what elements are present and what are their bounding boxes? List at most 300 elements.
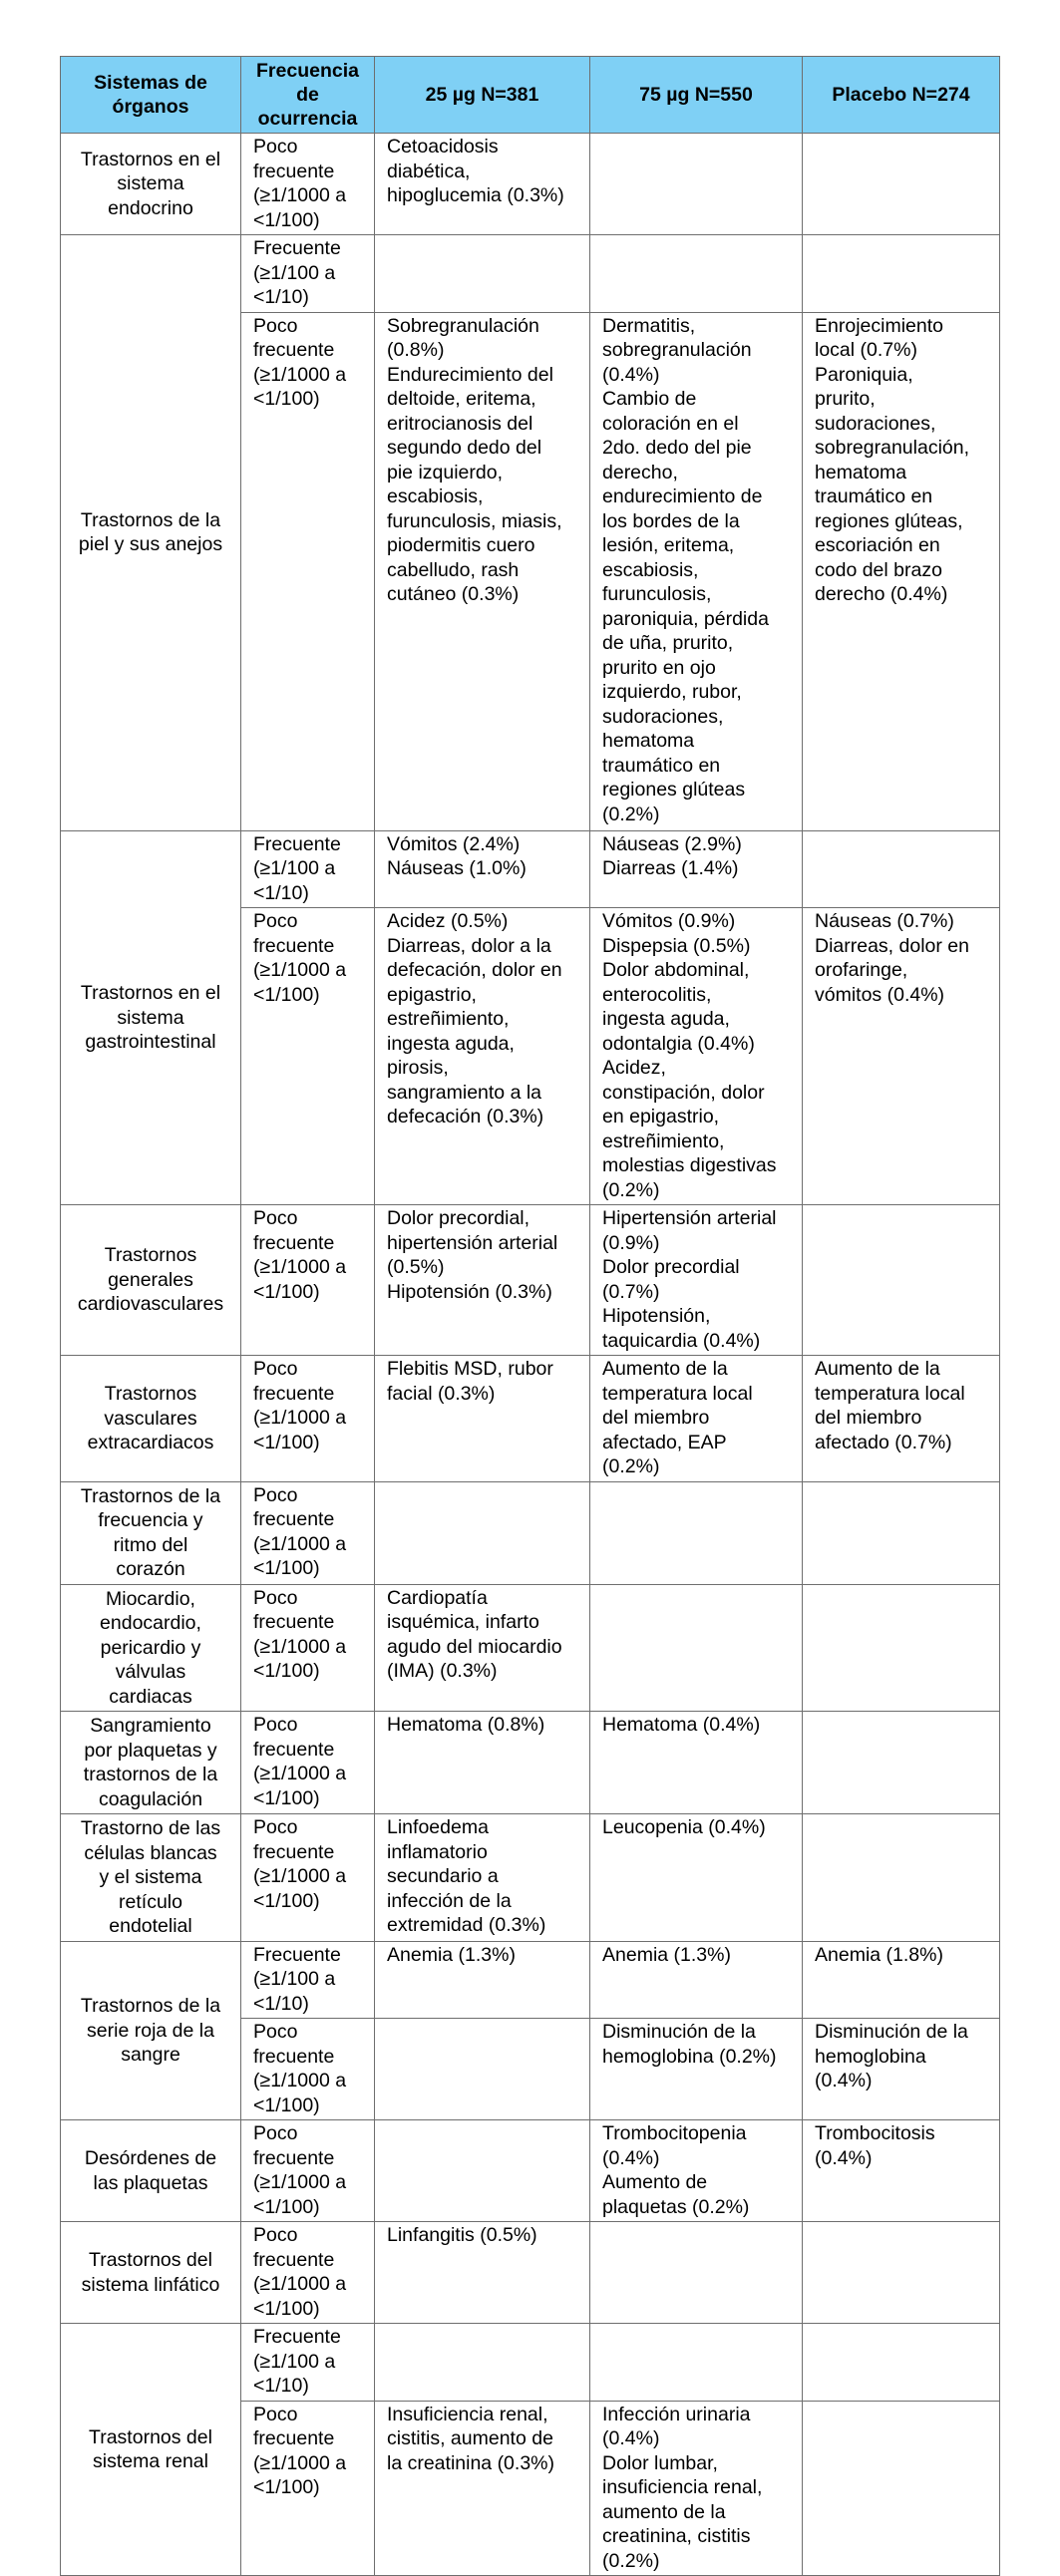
cell-line: sudoraciones, bbox=[815, 412, 936, 435]
cell-line: cutáneo (0.3%) bbox=[387, 583, 520, 605]
cell-line: (0.2%) bbox=[602, 803, 660, 825]
system-line: endocrino bbox=[108, 196, 193, 219]
cell-line: codo del brazo bbox=[815, 558, 942, 581]
cell-line: afectado, EAP bbox=[602, 1431, 727, 1453]
cell-line: Dermatitis, bbox=[602, 314, 696, 337]
cell-line: Poco bbox=[253, 314, 298, 337]
cell-line: furunculosis, bbox=[602, 583, 712, 605]
cell-line: Diarreas, dolor a la bbox=[387, 934, 551, 957]
system-cell bbox=[61, 2222, 241, 2324]
header-line: N=274 bbox=[911, 84, 970, 106]
cell-line: <1/100) bbox=[253, 208, 320, 231]
dose-75-cell bbox=[590, 312, 803, 830]
cell-line: frecuente bbox=[253, 2146, 335, 2169]
placebo-cell bbox=[803, 2222, 1000, 2324]
table-row bbox=[61, 2324, 1000, 2402]
cell-line: en epigastrio, bbox=[602, 1106, 720, 1127]
cell-line: Frecuente bbox=[253, 1943, 341, 1966]
cell-line: enterocolitis, bbox=[602, 983, 712, 1006]
system-line: Trastornos en el bbox=[80, 148, 221, 170]
table-body bbox=[61, 134, 1000, 2576]
system-line: generales bbox=[108, 1268, 193, 1291]
cell-line: izquierdo, rubor, bbox=[602, 681, 742, 703]
system-line: válvulas bbox=[115, 1661, 186, 1683]
cell-line: Poco bbox=[253, 2021, 298, 2043]
cell-line: creatinina, cistitis bbox=[602, 2525, 751, 2547]
cell-line: Cetoacidosis bbox=[387, 136, 499, 158]
system-line: células blancas bbox=[84, 1841, 217, 1864]
frequency-cell bbox=[241, 830, 375, 908]
frequency-cell bbox=[241, 1356, 375, 1482]
dose-25-cell bbox=[375, 1814, 590, 1942]
system-line: cardiacas bbox=[109, 1685, 192, 1708]
dose-75-cell bbox=[590, 1814, 803, 1942]
table-row bbox=[61, 1481, 1000, 1584]
cell-line: <1/100) bbox=[253, 1660, 320, 1682]
cell-line: (≥1/1000 a bbox=[253, 2171, 347, 2193]
cell-line: hemoglobina bbox=[815, 2045, 926, 2068]
cell-line: Enrojecimiento bbox=[815, 314, 943, 337]
frequency-cell bbox=[241, 1941, 375, 2019]
header-line: de bbox=[296, 84, 319, 106]
cell-line: Insuficiencia renal, bbox=[387, 2403, 548, 2425]
cell-line: ingesta aguda, bbox=[387, 1032, 515, 1055]
cell-line: Frecuente bbox=[253, 832, 341, 855]
cell-line: traumático en bbox=[602, 754, 721, 777]
cell-line: <1/10) bbox=[253, 286, 309, 308]
cell-line: Dolor abdominal, bbox=[602, 959, 750, 981]
system-line: y el sistema bbox=[99, 1866, 202, 1888]
table-row bbox=[61, 134, 1000, 235]
cell-line: endurecimiento de bbox=[602, 485, 763, 507]
dose-25-cell bbox=[375, 2120, 590, 2222]
system-cell bbox=[61, 2324, 241, 2576]
system-line: Trastornos en el bbox=[80, 982, 221, 1004]
cell-line: prurito, bbox=[815, 388, 876, 410]
dose-75-cell bbox=[590, 830, 803, 908]
placebo-cell bbox=[803, 134, 1000, 235]
system-cell bbox=[61, 1941, 241, 2120]
dose-25-cell bbox=[375, 1941, 590, 2019]
dose-25-cell bbox=[375, 908, 590, 1205]
system-cell bbox=[61, 1814, 241, 1942]
placebo-cell bbox=[803, 2324, 1000, 2402]
cell-line: (≥1/100 a bbox=[253, 1968, 336, 1990]
frequency-cell bbox=[241, 2401, 375, 2576]
cell-line: eritrocianosis del bbox=[387, 412, 533, 435]
cell-line: 2do. dedo del pie bbox=[602, 437, 752, 459]
placebo-cell bbox=[803, 1712, 1000, 1814]
cell-line: <1/100) bbox=[253, 1557, 320, 1579]
cell-line: cabelludo, rash bbox=[387, 558, 520, 581]
cell-line: isquémica, infarto bbox=[387, 1611, 539, 1633]
dose-75-cell bbox=[590, 1941, 803, 2019]
header-line: órganos bbox=[112, 96, 189, 118]
cell-line: Dolor precordial, bbox=[387, 1207, 530, 1229]
dose-75-cell bbox=[590, 2222, 803, 2324]
header-line: Placebo bbox=[832, 84, 907, 106]
cell-line: <1/10) bbox=[253, 1992, 309, 2015]
cell-line: Anemia (1.8%) bbox=[815, 1943, 943, 1966]
cell-line: Poco bbox=[253, 136, 298, 158]
frequency-cell bbox=[241, 2120, 375, 2222]
system-line: Miocardio, bbox=[106, 1587, 195, 1610]
system-line: Trastornos del bbox=[89, 2249, 212, 2271]
cell-line: Hipotensión, bbox=[602, 1305, 711, 1327]
cell-line: coloración en el bbox=[602, 412, 739, 435]
cell-line: Sobregranulación bbox=[387, 314, 539, 337]
frequency-cell bbox=[241, 1205, 375, 1356]
cell-line: (0.7%) bbox=[602, 1280, 660, 1303]
system-line: corazón bbox=[116, 1558, 185, 1580]
cell-line: Vómitos (2.4%) bbox=[387, 832, 521, 855]
cell-line: hipertensión arterial bbox=[387, 1231, 558, 1254]
cell-line: (≥1/1000 a bbox=[253, 1532, 347, 1555]
dose-75-cell bbox=[590, 2401, 803, 2576]
frequency-cell bbox=[241, 1481, 375, 1584]
dose-75-cell bbox=[590, 1712, 803, 1814]
dose-75-cell bbox=[590, 908, 803, 1205]
table-row bbox=[61, 1356, 1000, 1482]
cell-line: Poco bbox=[253, 1714, 298, 1736]
dose-75-cell bbox=[590, 235, 803, 313]
table-row bbox=[61, 1941, 1000, 2019]
cell-line: Poco bbox=[253, 2224, 298, 2246]
cell-line: Poco bbox=[253, 910, 298, 932]
cell-line: la creatinina (0.3%) bbox=[387, 2451, 554, 2474]
cell-line: Frecuente bbox=[253, 237, 341, 259]
cell-line: (0.2%) bbox=[602, 2549, 660, 2572]
system-line: pericardio y bbox=[100, 1636, 201, 1659]
system-line: Trastornos de la bbox=[80, 508, 221, 531]
table-row bbox=[61, 1712, 1000, 1814]
cell-line: Náuseas (1.0%) bbox=[387, 857, 527, 879]
cell-line: temperatura local bbox=[602, 1382, 753, 1405]
cell-line: <1/100) bbox=[253, 1786, 320, 1809]
cell-line: los bordes de la bbox=[602, 509, 740, 532]
system-cell bbox=[61, 1481, 241, 1584]
col-header-systems bbox=[61, 57, 241, 134]
frequency-cell bbox=[241, 2222, 375, 2324]
header-line: N=550 bbox=[694, 84, 753, 106]
cell-line: (0.4%) bbox=[815, 2070, 873, 2092]
cell-line: secundario a bbox=[387, 1865, 499, 1887]
cell-line: Anemia (1.3%) bbox=[387, 1943, 516, 1966]
cell-line: Aumento de la bbox=[815, 1358, 940, 1380]
cell-line: (≥1/1000 a bbox=[253, 1865, 347, 1887]
placebo-cell bbox=[803, 2019, 1000, 2120]
placebo-cell bbox=[803, 1814, 1000, 1942]
cell-line: afectado (0.7%) bbox=[815, 1431, 952, 1453]
system-line: cardiovasculares bbox=[77, 1293, 224, 1316]
col-header-placebo bbox=[803, 57, 1000, 134]
system-line: Trastornos bbox=[104, 1244, 197, 1267]
dose-25-cell bbox=[375, 1356, 590, 1482]
cell-line: frecuente bbox=[253, 1611, 335, 1633]
cell-line: traumático en bbox=[815, 485, 933, 507]
cell-line: Dolor precordial bbox=[602, 1256, 740, 1278]
cell-line: Poco bbox=[253, 1816, 298, 1838]
cell-line: escabiosis, bbox=[602, 558, 699, 581]
placebo-cell bbox=[803, 1941, 1000, 2019]
system-line: Trastornos del bbox=[89, 2425, 212, 2448]
table-row bbox=[61, 1205, 1000, 1356]
dose-25-cell bbox=[375, 2324, 590, 2402]
cell-line: molestias digestivas bbox=[602, 1154, 777, 1176]
dose-25-cell bbox=[375, 1205, 590, 1356]
cell-line: Hematoma (0.4%) bbox=[602, 1714, 761, 1736]
frequency-cell bbox=[241, 1712, 375, 1814]
cell-line: Poco bbox=[253, 1586, 298, 1609]
cell-line: Aumento de la bbox=[602, 1358, 728, 1380]
cell-line: frecuente bbox=[253, 2248, 335, 2271]
dose-25-cell bbox=[375, 1481, 590, 1584]
dose-75-cell bbox=[590, 2324, 803, 2402]
cell-line: hipoglucemia (0.3%) bbox=[387, 184, 564, 206]
frequency-cell bbox=[241, 235, 375, 313]
placebo-cell bbox=[803, 908, 1000, 1205]
cell-line: odontalgia (0.4%) bbox=[602, 1032, 755, 1055]
cell-line: (≥1/100 a bbox=[253, 2350, 336, 2373]
cell-line: extremidad (0.3%) bbox=[387, 1914, 546, 1936]
col-header-25ug bbox=[375, 57, 590, 134]
cell-line: Hematoma (0.8%) bbox=[387, 1714, 545, 1736]
cell-line: Endurecimiento del bbox=[387, 363, 553, 386]
cell-line: Dolor lumbar, bbox=[602, 2451, 718, 2474]
cell-line: frecuente bbox=[253, 934, 335, 957]
cell-line: facial (0.3%) bbox=[387, 1382, 496, 1405]
table-row bbox=[61, 1584, 1000, 1712]
cell-line: sudoraciones, bbox=[602, 705, 724, 728]
cell-line: paroniquia, pérdida bbox=[602, 607, 769, 630]
placebo-cell bbox=[803, 235, 1000, 313]
system-line: endocardio, bbox=[100, 1612, 201, 1634]
system-line: Desórdenes de bbox=[84, 2147, 217, 2169]
table-row bbox=[61, 2120, 1000, 2222]
cell-line: (0.9%) bbox=[602, 1231, 660, 1254]
system-line: sistema bbox=[117, 172, 184, 195]
dose-25-cell bbox=[375, 312, 590, 830]
cell-line: infección de la bbox=[387, 1889, 512, 1912]
cell-line: <1/100) bbox=[253, 388, 320, 410]
system-line: trastornos de la bbox=[83, 1764, 218, 1785]
cell-line: Poco bbox=[253, 1358, 298, 1380]
cell-line: furunculosis, miasis, bbox=[387, 509, 562, 532]
system-line: gastrointestinal bbox=[85, 1031, 216, 1053]
system-line: Trastornos bbox=[104, 1383, 197, 1405]
cell-line: inflamatorio bbox=[387, 1840, 488, 1863]
system-line: coagulación bbox=[98, 1787, 203, 1810]
cell-line: estreñimiento, bbox=[387, 1008, 510, 1030]
cell-line: del miembro bbox=[815, 1407, 922, 1429]
cell-line: Flebitis MSD, rubor bbox=[387, 1358, 553, 1380]
cell-line: (≥1/1000 a bbox=[253, 2273, 347, 2295]
cell-line: frecuente bbox=[253, 160, 335, 182]
cell-line: frecuente bbox=[253, 1382, 335, 1405]
cell-line: Infección urinaria bbox=[602, 2403, 751, 2425]
cell-line: <1/100) bbox=[253, 1431, 320, 1453]
cell-line: (IMA) (0.3%) bbox=[387, 1660, 498, 1682]
cell-line: diabética, bbox=[387, 160, 471, 182]
dose-75-cell bbox=[590, 1205, 803, 1356]
cell-line: Náuseas (0.7%) bbox=[815, 910, 954, 932]
dose-75-cell bbox=[590, 1584, 803, 1712]
placebo-cell bbox=[803, 830, 1000, 908]
cell-line: ingesta aguda, bbox=[602, 1008, 730, 1030]
cell-line: del miembro bbox=[602, 1407, 710, 1429]
cell-line: agudo del miocardio bbox=[387, 1635, 562, 1658]
table-row bbox=[61, 830, 1000, 908]
cell-line: pie izquierdo, bbox=[387, 461, 503, 483]
placebo-cell bbox=[803, 1205, 1000, 1356]
cell-line: sobregranulación, bbox=[815, 437, 970, 459]
system-line: sistema renal bbox=[93, 2450, 208, 2472]
dose-75-cell bbox=[590, 2019, 803, 2120]
cell-line: escoriación en bbox=[815, 534, 940, 556]
placebo-cell bbox=[803, 1584, 1000, 1712]
header-line: N=381 bbox=[481, 84, 539, 106]
system-line: sangre bbox=[121, 2044, 180, 2066]
cell-line: hematoma bbox=[815, 461, 907, 483]
cell-line: Trombocitosis bbox=[815, 2122, 935, 2144]
dose-25-cell bbox=[375, 134, 590, 235]
cell-line: <1/10) bbox=[253, 2375, 309, 2397]
cell-line: <1/100) bbox=[253, 2195, 320, 2218]
cell-line: (0.2%) bbox=[602, 1455, 660, 1477]
cell-line: vómitos (0.4%) bbox=[815, 983, 945, 1006]
header-line: Sistemas de bbox=[94, 72, 207, 94]
cell-line: Hipotensión (0.3%) bbox=[387, 1280, 552, 1303]
cell-line: Poco bbox=[253, 2403, 298, 2425]
cell-line: (≥1/1000 a bbox=[253, 1763, 347, 1784]
cell-line: (≥1/1000 a bbox=[253, 959, 347, 981]
cell-line: (0.8%) bbox=[387, 339, 445, 361]
cell-line: Poco bbox=[253, 1207, 298, 1229]
frequency-cell bbox=[241, 2019, 375, 2120]
cell-line: defecación (0.3%) bbox=[387, 1106, 544, 1127]
cell-line: epigastrio, bbox=[387, 983, 477, 1006]
system-cell bbox=[61, 1205, 241, 1356]
cell-line: (0.2%) bbox=[602, 1178, 660, 1201]
system-line: Trastorno de las bbox=[80, 1817, 221, 1839]
frequency-cell bbox=[241, 1814, 375, 1942]
cell-line: temperatura local bbox=[815, 1382, 965, 1405]
cell-line: Poco bbox=[253, 1483, 298, 1506]
cell-line: Linfangitis (0.5%) bbox=[387, 2224, 537, 2246]
placebo-cell bbox=[803, 2401, 1000, 2576]
dose-75-cell bbox=[590, 134, 803, 235]
cell-line: frecuente bbox=[253, 1840, 335, 1863]
cell-line: (0.4%) bbox=[815, 2146, 873, 2169]
system-line: sistema bbox=[117, 1006, 184, 1029]
system-line: frecuencia y bbox=[98, 1509, 203, 1531]
dose-25-cell bbox=[375, 2019, 590, 2120]
cell-line: aumento de la bbox=[602, 2500, 726, 2523]
cell-line: (≥1/1000 a bbox=[253, 1407, 347, 1429]
cell-line: (≥1/1000 a bbox=[253, 2451, 347, 2474]
frequency-cell bbox=[241, 2324, 375, 2402]
frequency-cell bbox=[241, 134, 375, 235]
cell-line: (≥1/100 a bbox=[253, 261, 336, 284]
cell-line: piodermitis cuero bbox=[387, 534, 535, 556]
cell-line: cistitis, aumento de bbox=[387, 2427, 553, 2449]
cell-line: frecuente bbox=[253, 339, 335, 361]
cell-line: pirosis, bbox=[387, 1057, 449, 1079]
system-line: piel y sus anejos bbox=[78, 533, 223, 556]
cell-line: frecuente bbox=[253, 1508, 335, 1530]
frequency-cell bbox=[241, 1584, 375, 1712]
cell-line: Náuseas (2.9%) bbox=[602, 832, 742, 855]
dose-25-cell bbox=[375, 235, 590, 313]
cell-line: Acidez (0.5%) bbox=[387, 910, 509, 932]
cell-line: deltoide, eritema, bbox=[387, 388, 536, 410]
cell-line: (≥1/1000 a bbox=[253, 184, 347, 206]
cell-line: <1/100) bbox=[253, 1280, 320, 1303]
cell-line: (0.4%) bbox=[602, 2146, 660, 2169]
cell-line: Disminución de la bbox=[815, 2021, 968, 2043]
system-cell bbox=[61, 1356, 241, 1482]
adverse-events-table bbox=[60, 56, 1000, 2576]
placebo-cell bbox=[803, 1356, 1000, 1482]
cell-line: insuficiencia renal, bbox=[602, 2476, 763, 2498]
dose-75-cell bbox=[590, 1481, 803, 1584]
header-line: 75 µg bbox=[639, 84, 690, 106]
cell-line: hemoglobina (0.2%) bbox=[602, 2045, 777, 2068]
system-line: serie roja de la bbox=[87, 2019, 214, 2042]
dose-25-cell bbox=[375, 1712, 590, 1814]
cell-line: Disminución de la bbox=[602, 2021, 756, 2043]
cell-line: Diarreas, dolor en bbox=[815, 934, 969, 957]
col-header-75ug bbox=[590, 57, 803, 134]
cell-line: Cambio de bbox=[602, 388, 697, 410]
adverse-events-table-container bbox=[60, 56, 999, 2576]
cell-line: Poco bbox=[253, 2122, 298, 2144]
dose-25-cell bbox=[375, 1584, 590, 1712]
system-line: extracardiacos bbox=[87, 1432, 214, 1453]
cell-line: hematoma bbox=[602, 730, 695, 752]
system-line: las plaquetas bbox=[93, 2171, 208, 2194]
cell-line: Anemia (1.3%) bbox=[602, 1943, 731, 1966]
cell-line: segundo dedo del bbox=[387, 437, 542, 459]
cell-line: <1/100) bbox=[253, 983, 320, 1006]
dose-25-cell bbox=[375, 2401, 590, 2576]
system-line: vasculares bbox=[104, 1407, 197, 1430]
cell-line: estreñimiento, bbox=[602, 1129, 725, 1152]
system-line: Trastornos de la bbox=[80, 1995, 221, 2017]
cell-line: regiones glúteas bbox=[602, 779, 746, 801]
cell-line: local (0.7%) bbox=[815, 339, 917, 361]
cell-line: frecuente bbox=[253, 2427, 335, 2449]
system-cell bbox=[61, 830, 241, 1205]
cell-line: taquicardia (0.4%) bbox=[602, 1329, 761, 1352]
system-line: Trastornos de la bbox=[80, 1484, 221, 1507]
cell-line: plaquetas (0.2%) bbox=[602, 2195, 750, 2218]
system-line: endotelial bbox=[109, 1915, 192, 1937]
cell-line: Vómitos (0.9%) bbox=[602, 910, 736, 932]
frequency-cell bbox=[241, 312, 375, 830]
cell-line: de uña, prurito, bbox=[602, 632, 734, 654]
cell-line: (≥1/1000 a bbox=[253, 1256, 347, 1278]
cell-line: sangramiento a la bbox=[387, 1081, 542, 1104]
cell-line: defecación, dolor en bbox=[387, 959, 562, 981]
header-row bbox=[61, 57, 1000, 134]
frequency-cell bbox=[241, 908, 375, 1205]
dose-25-cell bbox=[375, 2222, 590, 2324]
cell-line: (≥1/100 a bbox=[253, 857, 336, 879]
cell-line: prurito en ojo bbox=[602, 656, 716, 679]
cell-line: lesión, eritema, bbox=[602, 534, 735, 556]
table-row bbox=[61, 235, 1000, 313]
